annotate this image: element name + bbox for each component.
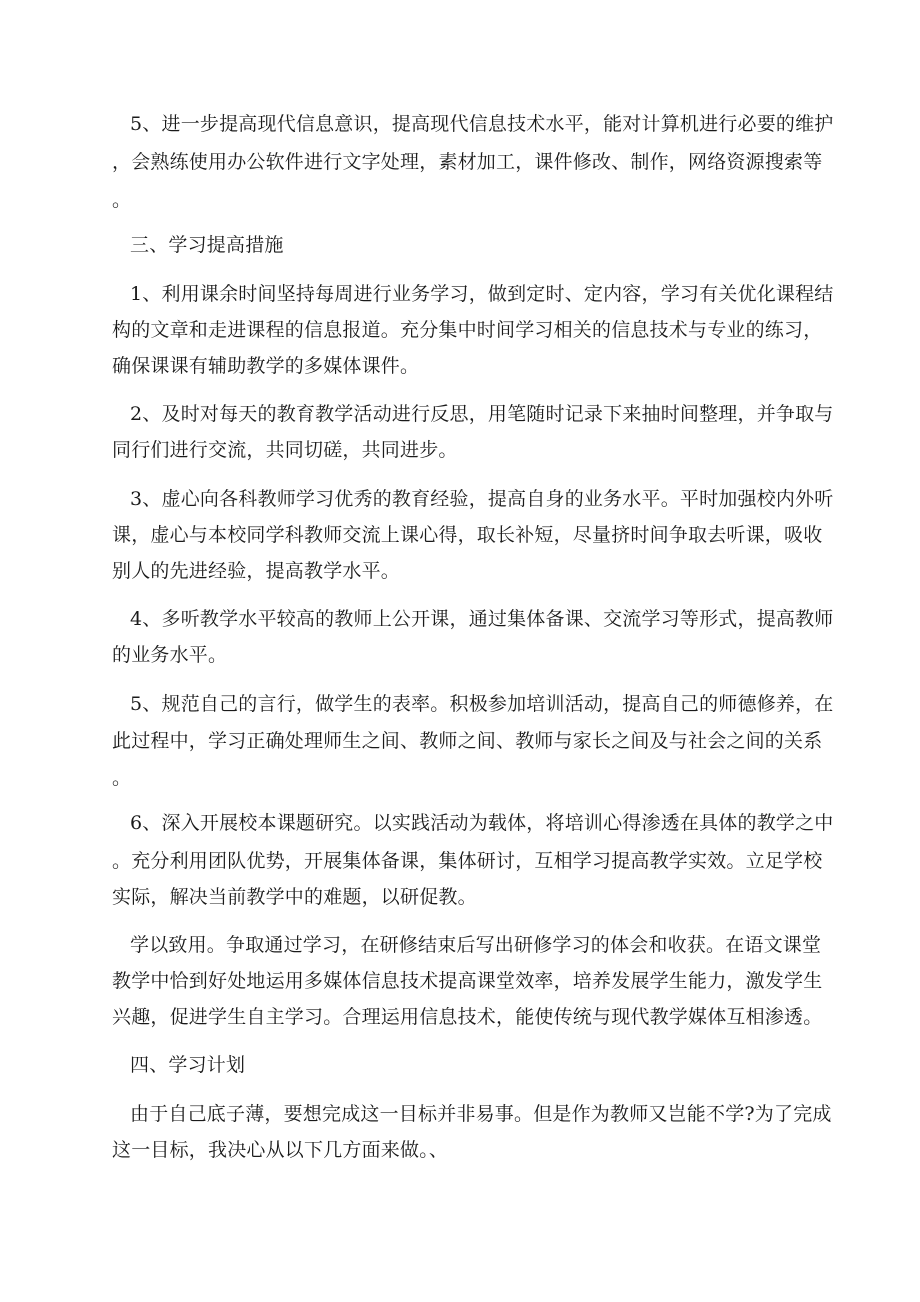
- paragraph-line: 别人的先进经验，提高教学水平。: [112, 560, 401, 582]
- paragraph-line: 兴趣，促进学生自主学习。合理运用信息技术，能使传统与现代教学媒体互相渗透。: [112, 1006, 823, 1028]
- paragraph-line: 4、多听教学水平较高的教师上公开课，通过集体备课、交流学习等形式，提高教师: [130, 608, 834, 630]
- paragraph-line: 此过程中，学习正确处理师生之间、教师之间、教师与家长之间及与社会之间的关系: [112, 730, 823, 752]
- paragraph-line: 构的文章和走进课程的信息报道。充分集中时间学习相关的信息技术与专业的练习，: [112, 319, 823, 341]
- paragraph-line: 6、深入开展校本课题研究。以实践活动为载体，将培训心得渗透在具体的教学之中: [130, 812, 834, 834]
- paragraph-line: 。: [112, 767, 132, 789]
- paragraph-line: 学以致用。争取通过学习，在研修结束后写出研修学习的体会和收获。在语文课堂: [130, 934, 822, 956]
- section-heading: 四、学习计划: [130, 1054, 246, 1076]
- paragraph-line: 同行们进行交流，共同切磋，共同进步。: [112, 439, 458, 461]
- paragraph-line: 5、进一步提高现代信息意识，提高现代信息技术水平，能对计算机进行必要的维护: [130, 113, 834, 135]
- paragraph-line: 教学中恰到好处地运用多媒体信息技术提高课堂效率，培养发展学生能力，激发学生: [112, 970, 823, 992]
- paragraph-line: 确保课课有辅助教学的多媒体课件。: [112, 355, 420, 377]
- paragraph-line: 。: [112, 189, 132, 211]
- paragraph-line: 。充分利用团队优势，开展集体备课，集体研讨，互相学习提高教学实效。立足学校: [112, 850, 823, 872]
- paragraph-line: 1、利用课余时间坚持每周进行业务学习，做到定时、定内容，学习有关优化课程结: [130, 283, 834, 305]
- paragraph-line: 2、及时对每天的教育教学活动进行反思，用笔随时记录下来抽时间整理，并争取与: [130, 403, 834, 425]
- paragraph-line: ，会熟练使用办公软件进行文字处理，素材加工，课件修改、制作，网络资源搜索等: [112, 151, 823, 173]
- paragraph-line: 由于自己底子薄，要想完成这一目标并非易事。但是作为教师又岂能不学?为了完成: [130, 1103, 832, 1125]
- paragraph-line: 5、规范自己的言行，做学生的表率。积极参加培训活动，提高自己的师德修养，在: [130, 693, 834, 715]
- section-heading: 三、学习提高措施: [130, 234, 284, 256]
- paragraph-line: 3、虚心向各科教师学习优秀的教育经验，提高自身的业务水平。平时加强校内外听: [130, 488, 834, 510]
- paragraph-line: 的业务水平。: [112, 644, 228, 666]
- paragraph-line: 课，虚心与本校同学科教师交流上课心得，取长补短，尽量挤时间争取去听课，吸收: [112, 524, 823, 546]
- paragraph-line: 这一目标，我决心从以下几方面来做。、: [112, 1139, 449, 1161]
- paragraph-line: 实际，解决当前教学中的难题，以研促教。: [112, 886, 477, 908]
